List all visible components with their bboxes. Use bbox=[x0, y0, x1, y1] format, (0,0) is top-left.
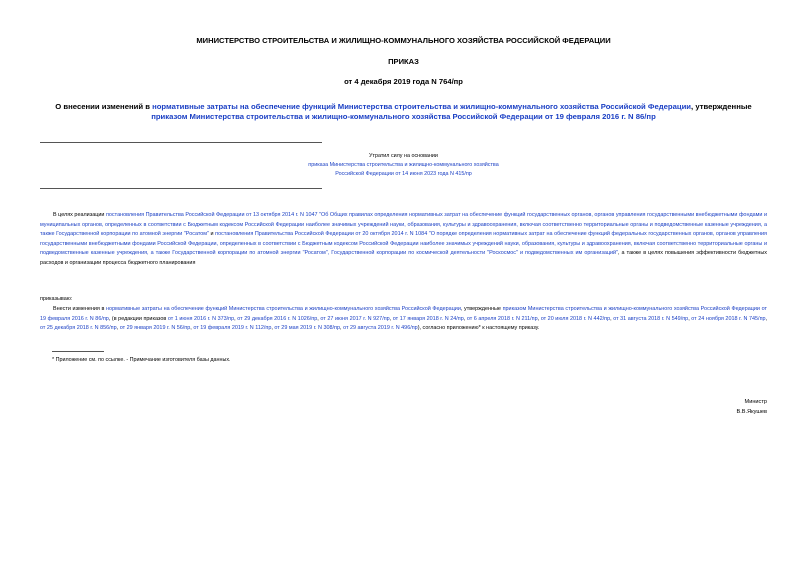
footnote-divider bbox=[52, 351, 104, 352]
amendment-link[interactable]: от 27 июня 2017 г. N 927/пр bbox=[320, 315, 390, 322]
repeal-order-link[interactable]: приказа Министерства строительства и жилищно-коммунального хозяйства bbox=[308, 162, 499, 168]
document-title bbox=[40, 102, 767, 122]
amendment-link[interactable]: от 19 февраля 2019 г. N 112/пр bbox=[193, 325, 272, 332]
amendment-link[interactable]: от 6 апреля 2018 г. N 211/пр bbox=[466, 315, 538, 322]
order-word: приказываю: bbox=[40, 296, 73, 302]
preamble-text: , а также в целях повышения эффективности бюджетных расходов и организации процесса бюджетного планирования bbox=[40, 250, 767, 266]
order-86-link[interactable]: приказом Министерства строительства и жилищно-коммунального хозяйства Российской Федерации от 19 февраля 2016 г. N 86/пр bbox=[40, 306, 767, 322]
directive-text: Внести изменения в bbox=[53, 306, 107, 312]
title-link-norms[interactable]: нормативные затраты на обеспечение функций Министерства строительства и жилищно-коммунального хозяйства Российской Федерации bbox=[152, 102, 692, 111]
title-link-order[interactable]: приказом Министерства строительства и жилищно-коммунального хозяйства Российской Федерации от 19 февраля 2016 г. N 86/пр bbox=[151, 112, 656, 121]
amendment-link[interactable]: от 29 мая 2019 г. N 308/пр bbox=[274, 325, 341, 332]
directive-paragraph: Внести изменения в нормативные затраты на обеспечение функций Министерства строительства и жилищно-коммунального хозяйства Российской Федерации, утвержденные приказом Министерства строительства и жилищно-коммунального хозяйства Российской Федерации от 19 февраля 2016 г. N 86/пр, (в редакции приказов от 1 июня 2016 г. N 373/пр, от 29 декабря 2016 г. N 1026/пр, от 27 июня 2017 г. N 927/пр, от 17 января 2018 г. N 24/пр, от 6 апреля 2018 г. N 211/пр, от 20 июля 2018 г. N 442/пр, от 31 августа 2018 г. N 549/пр, от 24 ноября 2018 г. N 745/пр, от 25 декабря 2018 г. N 856/пр, от 29 января 2019 г. N 56/пр, от 19 февраля 2019 г. N 112/пр, от 29 мая 2019 г. N 308/пр, от 29 августа 2019 г. N 496/пр), согласно приложению* к настоящему приказу. bbox=[40, 306, 768, 332]
decree-1084-link[interactable]: постановления Правительства Российской Федерации от 20 октября 2014 г. N 1084 "О порядке определения нормативных затрат на обеспечение функций федеральных государственных органов, органов управления государственными внебюджетными фондами Российской Федерации, определенных в соответствии с Бюджетным кодексом Российской Федерации наиболее значимых учреждений науки, образования, культуры и здравоохранения, включая соответственно территориальные органы и подведомственные казенные учреждения, а также Государственной корпорации по атомной энергии "Росатом", Государственной корпорации по космической деятельности "Роскосмос" и подведомственных им организаций" bbox=[40, 231, 767, 257]
title-text: , утвержденные bbox=[691, 102, 752, 111]
preamble-text: и bbox=[208, 231, 216, 238]
directive-text: , утвержденные bbox=[460, 306, 503, 312]
norms-link[interactable]: нормативные затраты на обеспечение функций Министерства строительства и жилищно-коммунального хозяйства Российской Федерации bbox=[106, 306, 461, 312]
ministry-name: МИНИСТЕРСТВО СТРОИТЕЛЬСТВА И ЖИЛИЩНО-КОММУНАЛЬНОГО ХОЗЯЙСТВА РОССИЙСКОЙ ФЕДЕРАЦИИ bbox=[196, 36, 611, 45]
amendment-link[interactable]: от 17 января 2018 г. N 24/пр bbox=[392, 315, 464, 322]
document-type: ПРИКАЗ bbox=[388, 57, 419, 66]
signatory-name: В.В.Якушев bbox=[736, 409, 767, 415]
amendment-link[interactable]: от 1 июня 2016 г. N 373/пр bbox=[167, 315, 235, 322]
decree-1047-link[interactable]: постановления Правительства Российской Федерации от 13 октября 2014 г. N 1047 "Об Общих правилах определения нормативных затрат на обеспечение функций государственных органов, органов управления государственными внебюджетными фондами и муниципальных органов, определенных в соответствии с Бюджетным кодексом Российской Федерации наиболее значимых учреждений науки, образования, культуры и здравоохранения, включая соответственно территориальные органы и подведомственные казенные учреждения, а также Государственной корпорации по атомной энергии "Росатом" bbox=[40, 212, 767, 238]
preamble-text: В целях реализации bbox=[53, 212, 106, 218]
divider bbox=[40, 142, 322, 143]
directive-text: ), согласно приложению* к настоящему приказу. bbox=[417, 325, 540, 332]
status-note-line: Утратил силу на основании bbox=[369, 153, 438, 159]
divider bbox=[40, 188, 322, 189]
amendment-link[interactable]: от 29 января 2019 г. N 56/пр bbox=[119, 325, 191, 332]
repeal-order-link[interactable]: Российской Федерации от 14 июня 2023 года N 415/пр bbox=[335, 171, 472, 177]
footnote: * Приложение см. по ссылке. - Примечание изготовителя базы данных. bbox=[52, 357, 231, 363]
amendment-link[interactable]: от 29 августа 2019 г. N 496/пр bbox=[343, 325, 418, 332]
preamble-paragraph bbox=[40, 211, 767, 269]
amendment-link[interactable]: от 31 августа 2018 г. N 549/пр bbox=[613, 315, 689, 322]
amendment-link[interactable]: от 20 июля 2018 г. N 442/пр bbox=[540, 315, 611, 322]
signatory-position: Министр bbox=[744, 399, 767, 405]
status-note bbox=[220, 152, 587, 179]
amendment-link[interactable]: от 24 ноября 2018 г. N 745/пр bbox=[691, 315, 766, 322]
title-text: О внесении изменений в bbox=[55, 102, 153, 111]
amendment-link[interactable]: от 25 декабря 2018 г. N 856/пр bbox=[40, 325, 117, 332]
amendment-link[interactable]: от 29 декабря 2016 г. N 1026/пр bbox=[237, 315, 318, 322]
document-date-number: от 4 декабря 2019 года N 764/пр bbox=[344, 77, 463, 86]
directive-text: , (в редакции приказов bbox=[108, 315, 168, 322]
